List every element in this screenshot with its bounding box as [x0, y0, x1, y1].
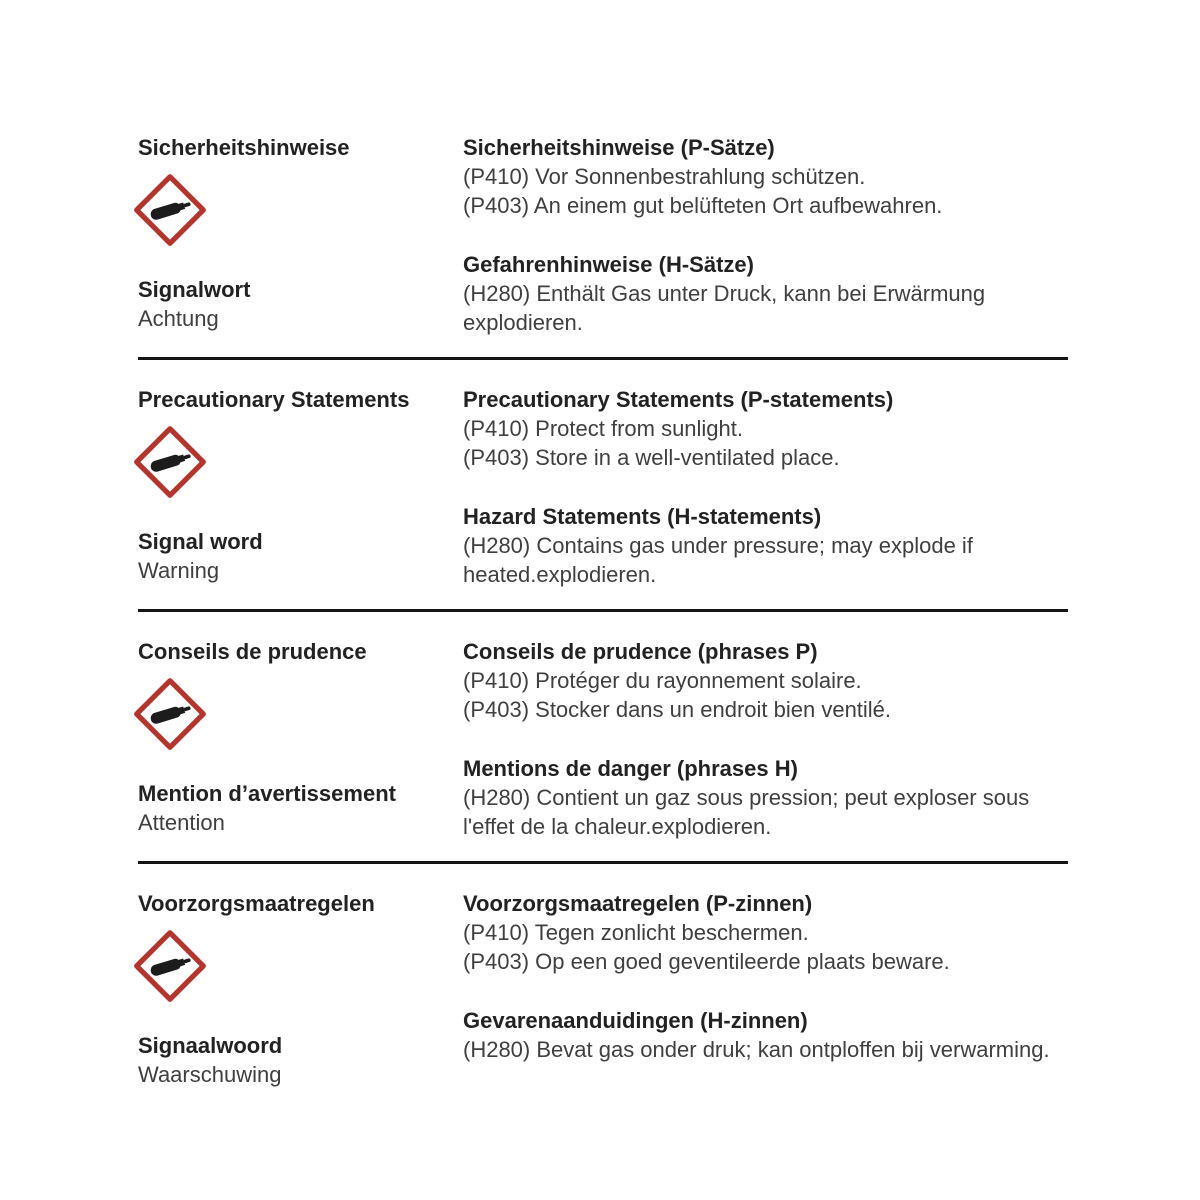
p-statement: (P403) An einem gut belüfteten Ort aufbewahren.	[463, 193, 943, 218]
gas-cylinder-icon	[133, 677, 207, 751]
section-french	[138, 612, 1068, 864]
signal-word-label: Signalwort	[138, 277, 251, 302]
gas-cylinder-pictogram	[133, 929, 207, 1003]
p-statement: (P410) Tegen zonlicht beschermen.	[463, 920, 809, 945]
section-french-left-column	[138, 637, 463, 837]
gas-cylinder-pictogram	[133, 425, 207, 499]
signal-word-value: Warning	[138, 558, 220, 583]
section-dutch-right-column	[463, 889, 1068, 1064]
section-english-right-column	[463, 385, 1068, 589]
h-statements-heading: Mentions de danger (phrases H)	[463, 756, 798, 781]
p-statement: (P410) Protéger du rayonnement solaire.	[463, 668, 862, 693]
section-title: Sicherheitshinweise	[138, 135, 350, 160]
p-statement: (P403) Op een goed geventileerde plaats beware.	[463, 949, 950, 974]
p-statements-heading: Voorzorgsmaatregelen (P-zinnen)	[463, 891, 813, 916]
section-german	[138, 133, 1068, 360]
section-english-left-column	[138, 385, 463, 585]
h-statement: (H280) Contains gas under pressure; may explode if heated.explodieren.	[463, 533, 973, 587]
signal-word-label: Signaalwoord	[138, 1033, 283, 1058]
section-title: Conseils de prudence	[138, 639, 367, 664]
p-statement: (P403) Store in a well-ventilated place.	[463, 445, 840, 470]
h-statement: (H280) Enthält Gas unter Druck, kann bei Erwärmung explodieren.	[463, 281, 986, 335]
h-statements-heading: Gefahrenhinweise (H-Sätze)	[463, 252, 754, 277]
signal-word-value: Waarschuwing	[138, 1062, 282, 1087]
signal-word-value: Attention	[138, 810, 225, 835]
section-title: Precautionary Statements	[138, 387, 410, 412]
section-dutch-left-column	[138, 889, 463, 1089]
section-german-right-column	[463, 133, 1068, 337]
p-statements-heading: Precautionary Statements (P-statements)	[463, 387, 894, 412]
section-french-right-column	[463, 637, 1068, 841]
p-statement: (P410) Protect from sunlight.	[463, 416, 744, 441]
h-statements-heading: Gevarenaanduidingen (H-zinnen)	[463, 1008, 808, 1033]
section-dutch	[138, 864, 1068, 1109]
h-statement: (H280) Contient un gaz sous pression; peut exploser sous l'effet de la chaleur.explodieren.	[463, 785, 1030, 839]
gas-cylinder-pictogram	[133, 173, 207, 247]
p-statement: (P410) Vor Sonnenbestrahlung schützen.	[463, 164, 866, 189]
p-statements-heading: Sicherheitshinweise (P-Sätze)	[463, 135, 775, 160]
h-statement: (H280) Bevat gas onder druk; kan ontploffen bij verwarming.	[463, 1037, 1050, 1062]
h-statements-heading: Hazard Statements (H-statements)	[463, 504, 822, 529]
gas-cylinder-icon	[133, 425, 207, 499]
gas-cylinder-icon	[133, 929, 207, 1003]
section-english	[138, 360, 1068, 612]
signal-word-value: Achtung	[138, 306, 219, 331]
signal-word-label: Signal word	[138, 529, 263, 554]
section-title: Voorzorgsmaatregelen	[138, 891, 375, 916]
gas-cylinder-icon	[133, 173, 207, 247]
gas-cylinder-pictogram	[133, 677, 207, 751]
p-statement: (P403) Stocker dans un endroit bien ventilé.	[463, 697, 892, 722]
section-german-left-column	[138, 133, 463, 333]
signal-word-label: Mention d’avertissement	[138, 781, 396, 806]
p-statements-heading: Conseils de prudence (phrases P)	[463, 639, 818, 664]
